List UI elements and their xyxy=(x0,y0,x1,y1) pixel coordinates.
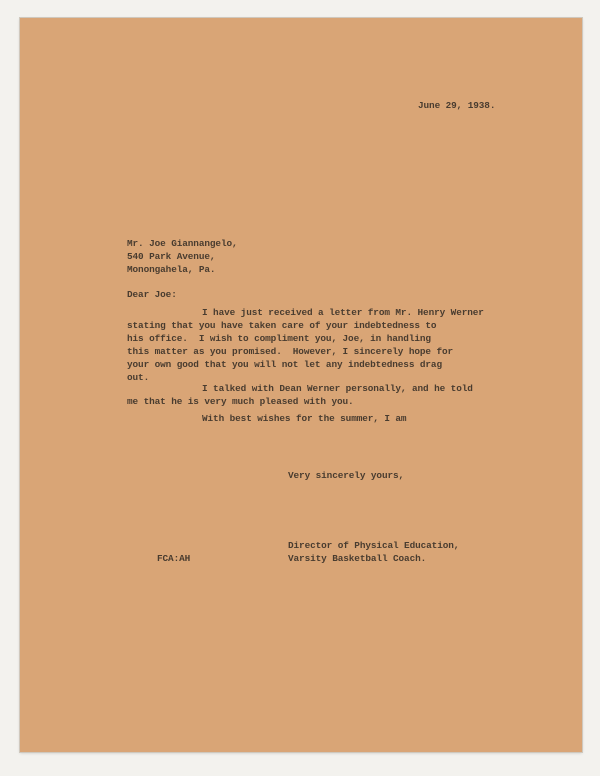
body-line: stating that you have taken care of your indebtedness to xyxy=(127,320,437,331)
body-line: your own good that you will not let any indebtedness drag xyxy=(127,359,442,370)
body-line: I talked with Dean Werner personally, and he told xyxy=(202,383,473,394)
recipient-street: 540 Park Avenue, xyxy=(127,251,216,262)
complimentary-close: Very sincerely yours, xyxy=(288,470,405,481)
body-line: I have just received a letter from Mr. Henry Werner xyxy=(202,307,484,318)
signature-title: Varsity Basketball Coach. xyxy=(288,553,427,564)
body-line: this matter as you promised. However, I sincerely hope for xyxy=(127,346,454,357)
body-line: With best wishes for the summer, I am xyxy=(202,413,407,424)
letter-page xyxy=(20,18,582,752)
body-line: out. xyxy=(127,372,150,383)
recipient-name: Mr. Joe Giannangelo, xyxy=(127,238,238,249)
reference-initials: FCA:AH xyxy=(157,553,191,564)
signature-title: Director of Physical Education, xyxy=(288,540,460,551)
recipient-city: Monongahela, Pa. xyxy=(127,264,216,275)
letter-date: June 29, 1938. xyxy=(418,100,496,111)
body-line: his office. I wish to compliment you, Joe, in handling xyxy=(127,333,431,344)
salutation: Dear Joe: xyxy=(127,289,177,300)
body-line: me that he is very much pleased with you. xyxy=(127,396,354,407)
